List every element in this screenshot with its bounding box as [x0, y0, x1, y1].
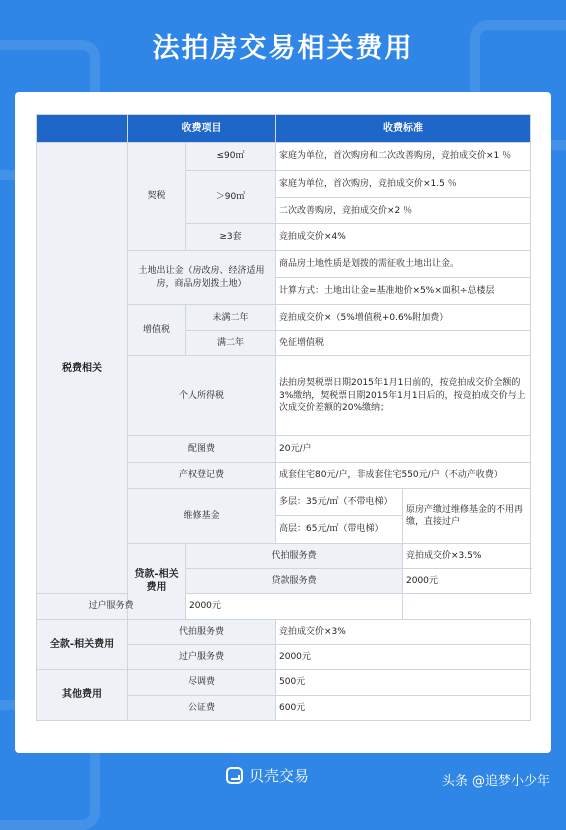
vat-under-2-years: 未满二年	[186, 305, 276, 330]
table-row	[37, 594, 531, 619]
brand-logo	[226, 765, 309, 786]
other-fee-label: 公证费	[128, 695, 276, 720]
land-fee-standard-2: 计算方式：土地出让金=基准地价×5%×面积÷总楼层	[276, 278, 531, 305]
brand-name: 贝壳交易	[249, 767, 310, 785]
registration-fee-standard: 成套住宅80元/户，非成套住宅550元/户（不动产收费）	[276, 462, 531, 488]
table-row	[37, 619, 531, 644]
table-row	[37, 670, 531, 695]
deed-tax-le90-standard: 家庭为单位，首次购房和二次改善购房，竞拍成交价×1 ％	[276, 143, 531, 170]
deed-tax-gt90: ＞90㎡	[186, 170, 276, 224]
full-fee-label: 代拍服务费	[128, 619, 276, 644]
header-corner	[37, 115, 128, 143]
other-fee-standard: 600元	[276, 695, 531, 720]
loan-fee-standard: 2000元	[186, 594, 403, 619]
other-fee-label: 尽调费	[128, 670, 276, 695]
loan-fee-label: 代拍服务费	[186, 543, 403, 568]
registration-fee-label: 产权登记费	[128, 462, 276, 488]
deed-tax-label: 契税	[128, 143, 186, 250]
category-loan: 贷款-相关费用	[128, 543, 186, 619]
maintenance-fund-multi-storey: 多层：35元/㎡（不带电梯）	[276, 488, 403, 515]
deed-tax-gt90-standard-2: 二次改善购房，竞拍成交价×2 ％	[276, 198, 531, 224]
category-other: 其他费用	[37, 670, 128, 721]
full-fee-standard: 竞拍成交价×3%	[276, 619, 531, 644]
header-item: 收费项目	[128, 115, 276, 143]
table-row	[37, 143, 531, 170]
other-fee-standard: 500元	[276, 670, 531, 695]
table-header-row	[37, 115, 531, 143]
loan-fee-label: 过户服务费	[37, 594, 186, 619]
vat-label: 增值税	[128, 305, 186, 356]
deed-tax-ge3-standard: 竞拍成交价×4%	[276, 224, 531, 250]
fee-table	[36, 114, 531, 721]
maintenance-fund-high-rise: 高层：65元/㎡（带电梯）	[276, 516, 403, 543]
deed-tax-ge3: ≥3套	[186, 224, 276, 250]
map-fee-standard: 20元/户	[276, 436, 531, 462]
header-standard: 收费标准	[276, 115, 531, 143]
maintenance-fund-label: 维修基金	[128, 488, 276, 543]
loan-fee-standard: 2000元	[403, 568, 531, 593]
map-fee-label: 配图费	[128, 436, 276, 462]
deed-tax-le90: ≤90㎡	[186, 143, 276, 170]
vat-over-2-years-standard: 免征增值税	[276, 330, 531, 355]
full-fee-label: 过户服务费	[128, 644, 276, 669]
maintenance-fund-note: 原房产缴过维修基金的不用再缴，直接过户	[403, 488, 531, 543]
personal-income-tax-label: 个人所得税	[128, 356, 276, 436]
beike-logo-icon	[226, 767, 243, 784]
loan-fee-label: 贷款服务费	[186, 568, 403, 593]
personal-income-tax-standard: 法拍房契税票日期2015年1月1日前的，按竞拍成交价全额的3%缴纳，契税票日期2015年1月1日后的，按竞拍成交价与上次成交价差额的20%缴纳；	[276, 356, 531, 436]
watermark: 头条 @追梦小少年	[441, 774, 550, 789]
vat-over-2-years: 满二年	[186, 330, 276, 355]
category-full-payment: 全款-相关费用	[37, 619, 128, 670]
land-fee-standard-1: 商品房土地性质是划拨的需征收土地出让金。	[276, 250, 531, 277]
deed-tax-gt90-standard-1: 家庭为单位，首次购房，竞拍成交价×1.5 ％	[276, 170, 531, 197]
full-fee-standard: 2000元	[276, 644, 531, 669]
category-tax: 税费相关	[37, 143, 128, 594]
page-title: 法拍房交易相关费用	[152, 33, 414, 64]
vat-under-2-years-standard: 竞拍成交价×（5%增值税+0.6%附加费）	[276, 305, 531, 330]
loan-fee-standard: 竞拍成交价×3.5%	[403, 543, 531, 568]
land-fee-label: 土地出让金（房改房、经济适用房，商品房划拨土地）	[128, 250, 276, 305]
